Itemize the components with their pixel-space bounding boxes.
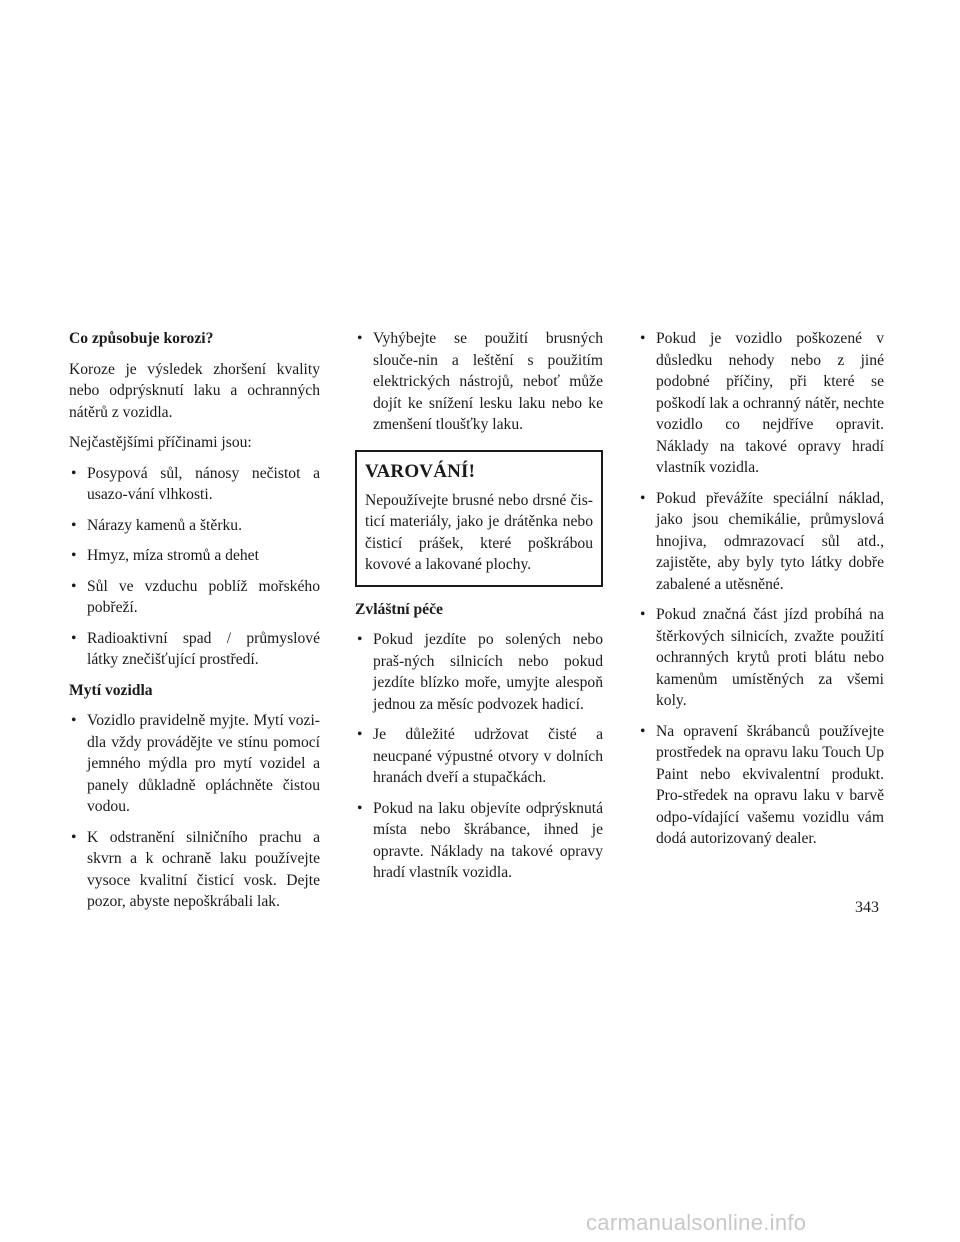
warning-text: Nepoužívejte brusné nebo drsné čis-ticí materiály, jako je drátěnka nebo čisticí prášek, které poškrábou kovové a lakované plochy.: [365, 491, 593, 573]
causes-list: [69, 463, 320, 671]
warning-box: [355, 450, 603, 587]
list-item: • Hmyz, míza stromů a dehet: [69, 545, 320, 567]
list-item: • Pokud jezdíte po solených nebo praš-ných silnicích nebo pokud jezdíte blízko moře, umyjte alespoň jednou za měsíc podvozek hadicí.: [355, 629, 603, 715]
list-item: • Na opravení škrábanců používejte prostředek na opravu laku Touch Up Paint nebo ekvivalentní produkt. Pro-středek na opravu laku v barvě odpo-vídající vašemu vozidlu vám dodá autorizovaný dealer.: [638, 721, 884, 850]
column-3: [638, 328, 884, 859]
paragraph-corrosion-definition: Koroze je výsledek zhoršení kvality nebo odprýsknutí laku a ochranných nátěrů z vozidla.: [69, 360, 320, 421]
heading-corrosion-causes: Co způsobuje korozi?: [69, 330, 214, 347]
special-care-list-continued: [638, 328, 884, 850]
list-item: • Radioaktivní spad / průmyslové látky znečišťující prostředí.: [69, 628, 320, 671]
washing-list: [69, 710, 320, 913]
list-item: • Je důležité udržovat čisté a neucpané výpustné otvory v dolních hranách dveří a stupačkách.: [355, 724, 603, 789]
list-item: • Pokud značná část jízd probíhá na štěrkových silnicích, zvažte použití ochranných krytů proti blátu nebo kamenům umístěných za všemi koly.: [638, 604, 884, 712]
list-item: • Vyhýbejte se použití brusných slouče-nin a leštění s použitím elektrických nástrojů, neboť může dojít ke snížení lesku laku nebo ke zmenšení tloušťky laku.: [355, 328, 603, 436]
page-number: 343: [855, 899, 879, 916]
watermark: carmanualsonline.info: [586, 1210, 807, 1235]
column-2: [355, 328, 603, 893]
list-item: • Pokud je vozidlo poškozené v důsledku nehody nebo z jiné podobné příčiny, při které se poškodí lak a ochranný nátěr, nechte vozidlo co nejdříve opravit. Náklady na takové opravy hradí vlastník vozidla.: [638, 328, 884, 479]
list-item: • Pokud převážíte speciální náklad, jako jsou chemikálie, průmyslová hnojiva, odmrazovací sůl atd., zajistěte, aby byly tyto látky dobře zabalené a utěsněné.: [638, 488, 884, 596]
list-item: • Posypová sůl, nánosy nečistot a usazo-vání vlhkosti.: [69, 463, 320, 506]
abrasives-list: [355, 328, 603, 436]
list-item: • Sůl ve vzduchu poblíž mořského pobřeží.: [69, 576, 320, 619]
list-item: • Vozidlo pravidelně myjte. Mytí vozi-dla vždy provádějte ve stínu pomocí jemného mýdla pro mytí vozidel a panely důkladně opláchněte čistou vodou.: [69, 710, 320, 818]
heading-vehicle-washing: Mytí vozidla: [69, 681, 153, 699]
special-care-list: [355, 629, 603, 884]
heading-special-care: Zvláštní péče: [355, 600, 443, 618]
list-item: • Pokud na laku objevíte odprýsknutá místa nebo škrábance, ihned je opravte. Náklady na takové opravy hradí vlastník vozidla.: [355, 798, 603, 884]
column-1: [69, 328, 320, 922]
warning-title: VAROVÁNÍ!: [365, 460, 476, 482]
list-item: • K odstranění silničního prachu a skvrn a k ochraně laku používejte vysoce kvalitní čisticí vosk. Dejte pozor, abyste nepoškrábali lak.: [69, 827, 320, 913]
paragraph-common-causes: Nejčastějšími příčinami jsou:: [69, 434, 252, 451]
list-item: • Nárazy kamenů a štěrku.: [69, 515, 320, 537]
